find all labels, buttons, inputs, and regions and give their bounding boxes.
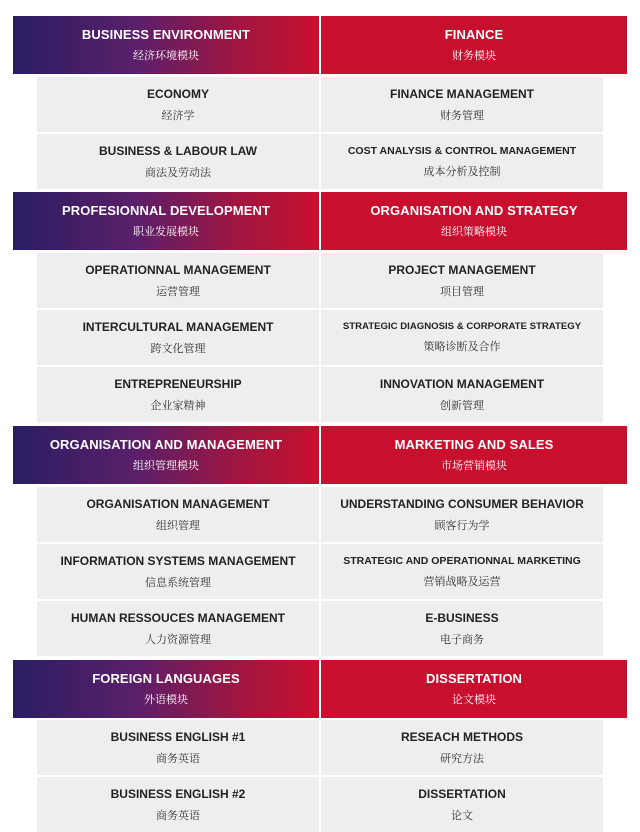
course-cell: [37, 544, 319, 599]
course-title: PROJECT MANAGEMENT: [388, 262, 536, 277]
module-title: ORGANISATION AND MANAGEMENT: [49, 437, 283, 452]
course-subtitle: 研究方法: [440, 751, 484, 765]
course-cell: [37, 487, 319, 542]
module-subtitle: 财务模块: [452, 49, 496, 62]
course-cell: [37, 134, 319, 189]
course-subtitle: 成本分析及控制: [423, 164, 501, 178]
module-title: ORGANISATION AND STRATEGY: [370, 203, 578, 218]
module-subtitle: 组织管理模块: [133, 459, 199, 472]
course-title: FINANCE MANAGEMENT: [390, 86, 534, 101]
course-cell: [321, 487, 603, 542]
module-subtitle: 市场营销模块: [441, 459, 507, 472]
course-subtitle: 运营管理: [156, 284, 200, 298]
module-subtitle: 经济环境模块: [133, 49, 199, 62]
course-cell: [37, 310, 319, 365]
course-subtitle: 财务管理: [440, 108, 484, 122]
course-title: STRATEGIC AND OPERATIONNAL MARKETING: [343, 554, 581, 567]
course-title: STRATEGIC DIAGNOSIS & CORPORATE STRATEGY: [342, 321, 582, 332]
module-title: DISSERTATION: [425, 671, 523, 686]
course-title: ECONOMY: [146, 86, 209, 101]
course-subtitle: 创新管理: [440, 398, 484, 412]
module-header-professional-development: [13, 192, 319, 250]
course-title: RESEACH METHODS: [400, 729, 523, 744]
course-subtitle: 商务英语: [156, 808, 200, 822]
course-title: BUSINESS ENGLISH #1: [110, 729, 246, 744]
course-cell: [321, 77, 603, 132]
course-cell: [321, 777, 603, 832]
module-title: MARKETING AND SALES: [394, 437, 554, 452]
course-title: HUMAN RESSOUCES MANAGEMENT: [70, 610, 285, 625]
course-cell: [37, 77, 319, 132]
module-title: FINANCE: [444, 27, 504, 42]
course-subtitle: 商务英语: [156, 751, 200, 765]
course-subtitle: 商法及劳动法: [145, 165, 211, 179]
module-subtitle: 组织策略模块: [441, 225, 507, 238]
course-subtitle: 策略诊断及合作: [423, 340, 501, 353]
course-cell: [321, 720, 603, 775]
course-subtitle: 人力资源管理: [145, 632, 211, 646]
module-header-foreign-languages: [13, 660, 319, 718]
module-header-business-environment: [13, 16, 319, 74]
course-title: INNOVATION MANAGEMENT: [379, 376, 545, 391]
course-title: BUSINESS ENGLISH #2: [110, 786, 246, 801]
course-title: OPERATIONNAL MANAGEMENT: [85, 262, 271, 277]
course-cell: [321, 134, 603, 189]
course-title: DISSERTATION: [418, 786, 506, 801]
course-cell: [37, 367, 319, 422]
course-cell: [321, 601, 603, 656]
course-title: UNDERSTANDING CONSUMER BEHAVIOR: [340, 496, 584, 511]
course-title: ORGANISATION MANAGEMENT: [86, 496, 270, 511]
module-header-organisation-strategy: [321, 192, 627, 250]
course-cell: [321, 253, 603, 308]
course-subtitle: 信息系统管理: [145, 575, 211, 589]
course-cell: [37, 777, 319, 832]
course-title: BUSINESS & LABOUR LAW: [98, 143, 257, 158]
course-subtitle: 跨文化管理: [150, 341, 206, 355]
module-header-finance: [321, 16, 627, 74]
course-subtitle: 顾客行为学: [434, 518, 490, 532]
module-title: FOREIGN LANGUAGES: [92, 671, 240, 686]
course-title: INTERCULTURAL MANAGEMENT: [82, 319, 274, 334]
course-cell: [321, 544, 603, 599]
module-subtitle: 外语模块: [144, 693, 188, 706]
course-title: ENTREPRENEURSHIP: [114, 376, 242, 391]
module-title: BUSINESS ENVIRONMENT: [81, 27, 251, 42]
course-cell: [321, 367, 603, 422]
course-subtitle: 项目管理: [440, 284, 484, 298]
module-header-marketing-sales: [321, 426, 627, 484]
course-cell: [37, 720, 319, 775]
course-subtitle: 组织管理: [156, 518, 200, 532]
module-header-organisation-management: [13, 426, 319, 484]
module-subtitle: 论文模块: [452, 693, 496, 706]
course-cell: [37, 601, 319, 656]
module-subtitle: 职业发展模块: [133, 225, 199, 238]
course-title: INFORMATION SYSTEMS MANAGEMENT: [60, 553, 296, 568]
course-title: COST ANALYSIS & CONTROL MANAGEMENT: [347, 144, 577, 157]
course-cell: [321, 310, 603, 365]
course-cell: [37, 253, 319, 308]
course-subtitle: 经济学: [161, 108, 195, 122]
course-subtitle: 企业家精神: [150, 398, 206, 412]
module-header-dissertation: [321, 660, 627, 718]
module-title: PROFESIONNAL DEVELOPMENT: [61, 203, 270, 218]
course-subtitle: 论文: [451, 808, 473, 822]
course-subtitle: 电子商务: [440, 632, 484, 646]
course-subtitle: 营销战略及运营: [423, 574, 501, 588]
course-title: E-BUSINESS: [425, 610, 499, 625]
